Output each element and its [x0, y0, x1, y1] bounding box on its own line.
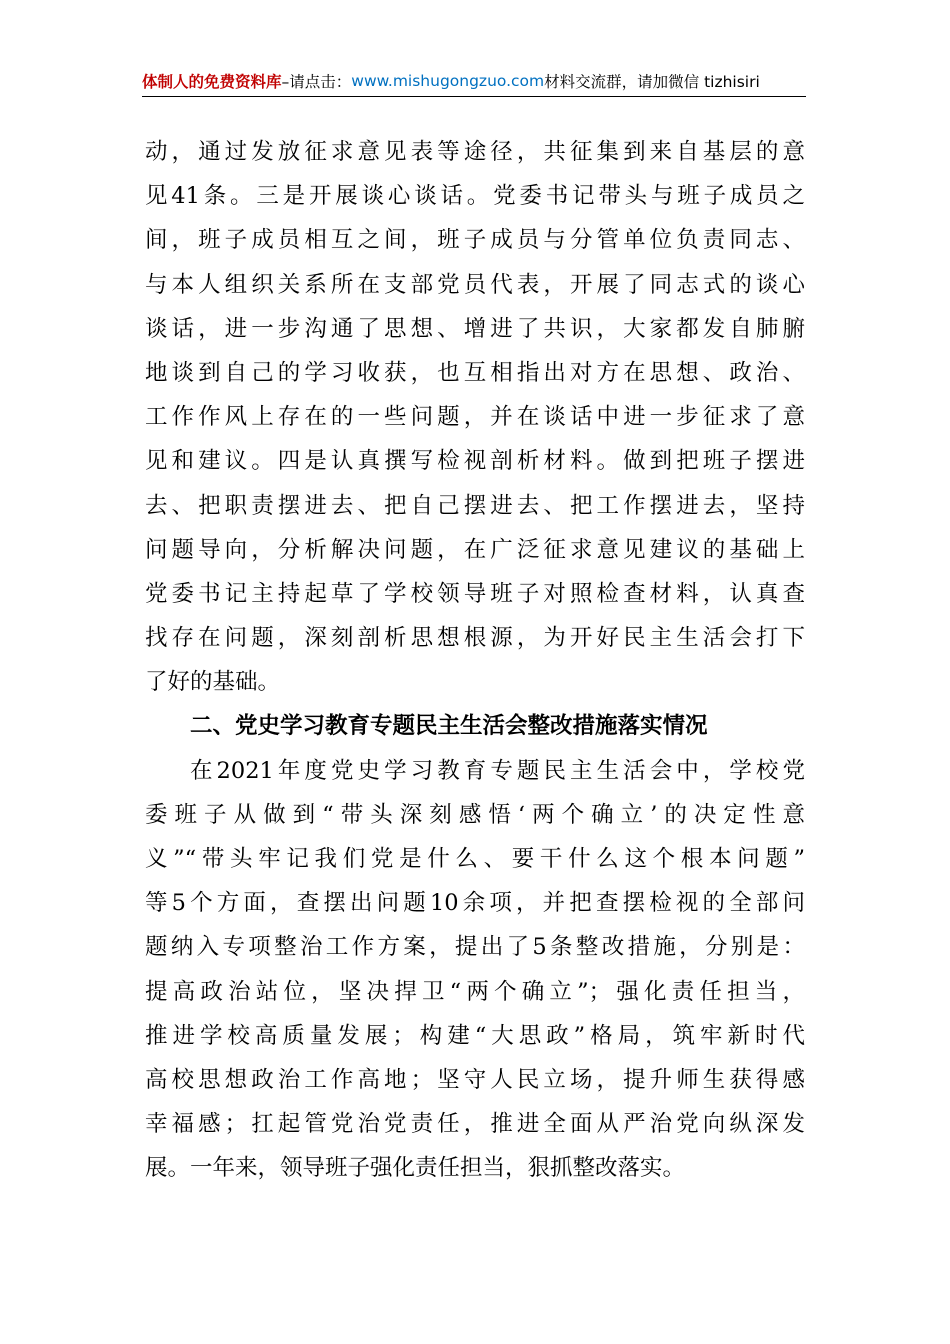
paragraph2-line: 题纳入专项整治工作方案，提出了5条整改措施，分别是： [145, 934, 805, 961]
paragraph1-line: 谈话，进一步沟通了思想、增进了共识，大家都发自肺腑 [145, 315, 805, 342]
paragraph1-line: 工作作风上存在的一些问题，并在谈话中进一步征求了意 [145, 404, 805, 431]
paragraph2-line: 高校思想政治工作高地；坚守人民立场，提升师生获得感 [145, 1066, 805, 1093]
paragraph1-line: 了好的基础。 [145, 669, 281, 696]
paragraph1-line: 见41条。三是开展谈心谈话。党委书记带头与班子成员之 [145, 183, 805, 210]
section-heading: 二、党史学习教育专题民主生活会整改措施落实情况 [190, 713, 708, 740]
paragraph2-line: 推进学校高质量发展；构建“大思政”格局，筑牢新时代 [145, 1022, 805, 1049]
paragraph2-line: 在2021年度党史学习教育专题民主生活会中，学校党 [190, 757, 805, 784]
paragraph2-line: 幸福感；扛起管党治党责任，推进全面从严治党向纵深发 [145, 1111, 805, 1138]
paragraph2-line: 提高政治站位，坚决捍卫“两个确立”；强化责任担当， [145, 978, 805, 1005]
paragraph2-line: 委班子从做到“带头深刻感悟‘两个确立’的决定性意 [145, 801, 805, 828]
paragraph1-line: 地谈到自己的学习收获，也互相指出对方在思想、政治、 [145, 359, 805, 386]
header-url-link[interactable]: www.mishugongzuo.com [351, 72, 545, 90]
paragraph1-line: 问题导向，分析解决问题，在广泛征求意见建议的基础上 [145, 536, 805, 563]
header-prompt: –请点击： [281, 73, 352, 91]
paragraph1-line: 动，通过发放征求意见表等途径，共征集到来自基层的意 [145, 139, 805, 165]
paragraph2-line: 展。一年来，领导班子强化责任担当，狠抓整改落实。 [145, 1155, 686, 1182]
document-body [145, 130, 805, 1191]
header-brand: 体制人的免费资料库 [142, 73, 282, 91]
paragraph1-line: 间，班子成员相互之间，班子成员与分管单位负责同志、 [145, 227, 805, 254]
paragraph2-line: 义”“带头牢记我们党是什么、要干什么这个根本问题” [145, 846, 805, 872]
paragraph1-line: 去、把职责摆进去、把自己摆进去、把工作摆进去，坚持 [145, 492, 805, 519]
page-header [142, 66, 806, 97]
paragraph1-line: 党委书记主持起草了学校领导班子对照检查材料，认真查 [145, 580, 805, 607]
paragraph1-line: 找存在问题，深刻剖析思想根源，为开好民主生活会打下 [145, 625, 805, 652]
paragraph1-line: 与本人组织关系所在支部党员代表，开展了同志式的谈心 [145, 271, 805, 298]
paragraph2-line: 等5个方面，查摆出问题10余项，并把查摆检视的全部问 [145, 890, 805, 917]
header-contact: 材料交流群，请加微信 tizhisiri [544, 73, 760, 91]
paragraph1-line: 见和建议。四是认真撰写检视剖析材料。做到把班子摆进 [145, 448, 805, 475]
